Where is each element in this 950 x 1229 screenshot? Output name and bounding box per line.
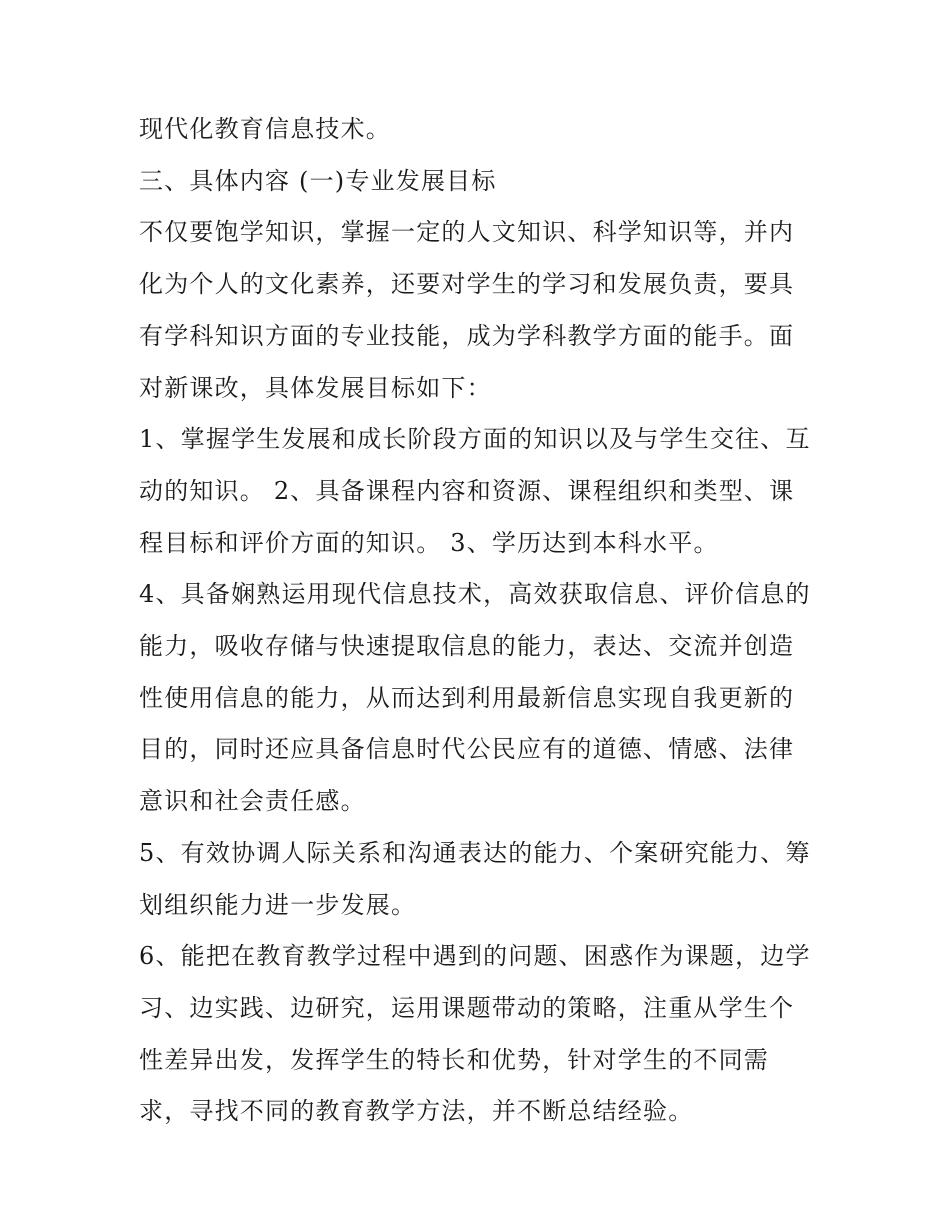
list-item-1-3: 1、掌握学生发展和成长阶段方面的知识以及与学生交往、互动的知识。 2、具备课程内容和资源、课程组织和类型、课程目标和评价方面的知识。 3、学历达到本科水平。 xyxy=(139,425,811,557)
list-item-6: 6、能把在教育教学过程中遇到的问题、困惑作为课题，边学习、边实践、边研究，运用课题带动的策略，注重从学生个性差异出发，发挥学生的特长和优势，针对学生的不同需求，寻找不同的教育教学方法，并不断总结经验。 xyxy=(139,942,811,1126)
section-heading: 三、具体内容 (一)专业发展目标 xyxy=(139,166,497,195)
list-item-5: 5、有效协调人际关系和沟通表达的能力、个案研究能力、筹划组织能力进一步发展。 xyxy=(139,838,811,919)
paragraph-overview: 不仅要饱学知识，掌握一定的人文知识、科学知识等，并内化为个人的文化素养，还要对学生的学习和发展负责，要具有学科知识方面的专业技能，成为学科教学方面的能手。面对新课改，具体发展目标如下： xyxy=(139,218,795,402)
paragraph-intro-tail: 现代化教育信息技术。 xyxy=(139,115,391,143)
document-body xyxy=(139,104,819,1138)
list-item-4: 4、具备娴熟运用现代信息技术，高效获取信息、评价信息的能力，吸收存储与快速提取信息的能力，表达、交流并创造性使用信息的能力，从而达到利用最新信息实现自我更新的目的，同时还应具备信息时代公民应有的道德、情感、法律意识和社会责任感。 xyxy=(139,580,811,816)
